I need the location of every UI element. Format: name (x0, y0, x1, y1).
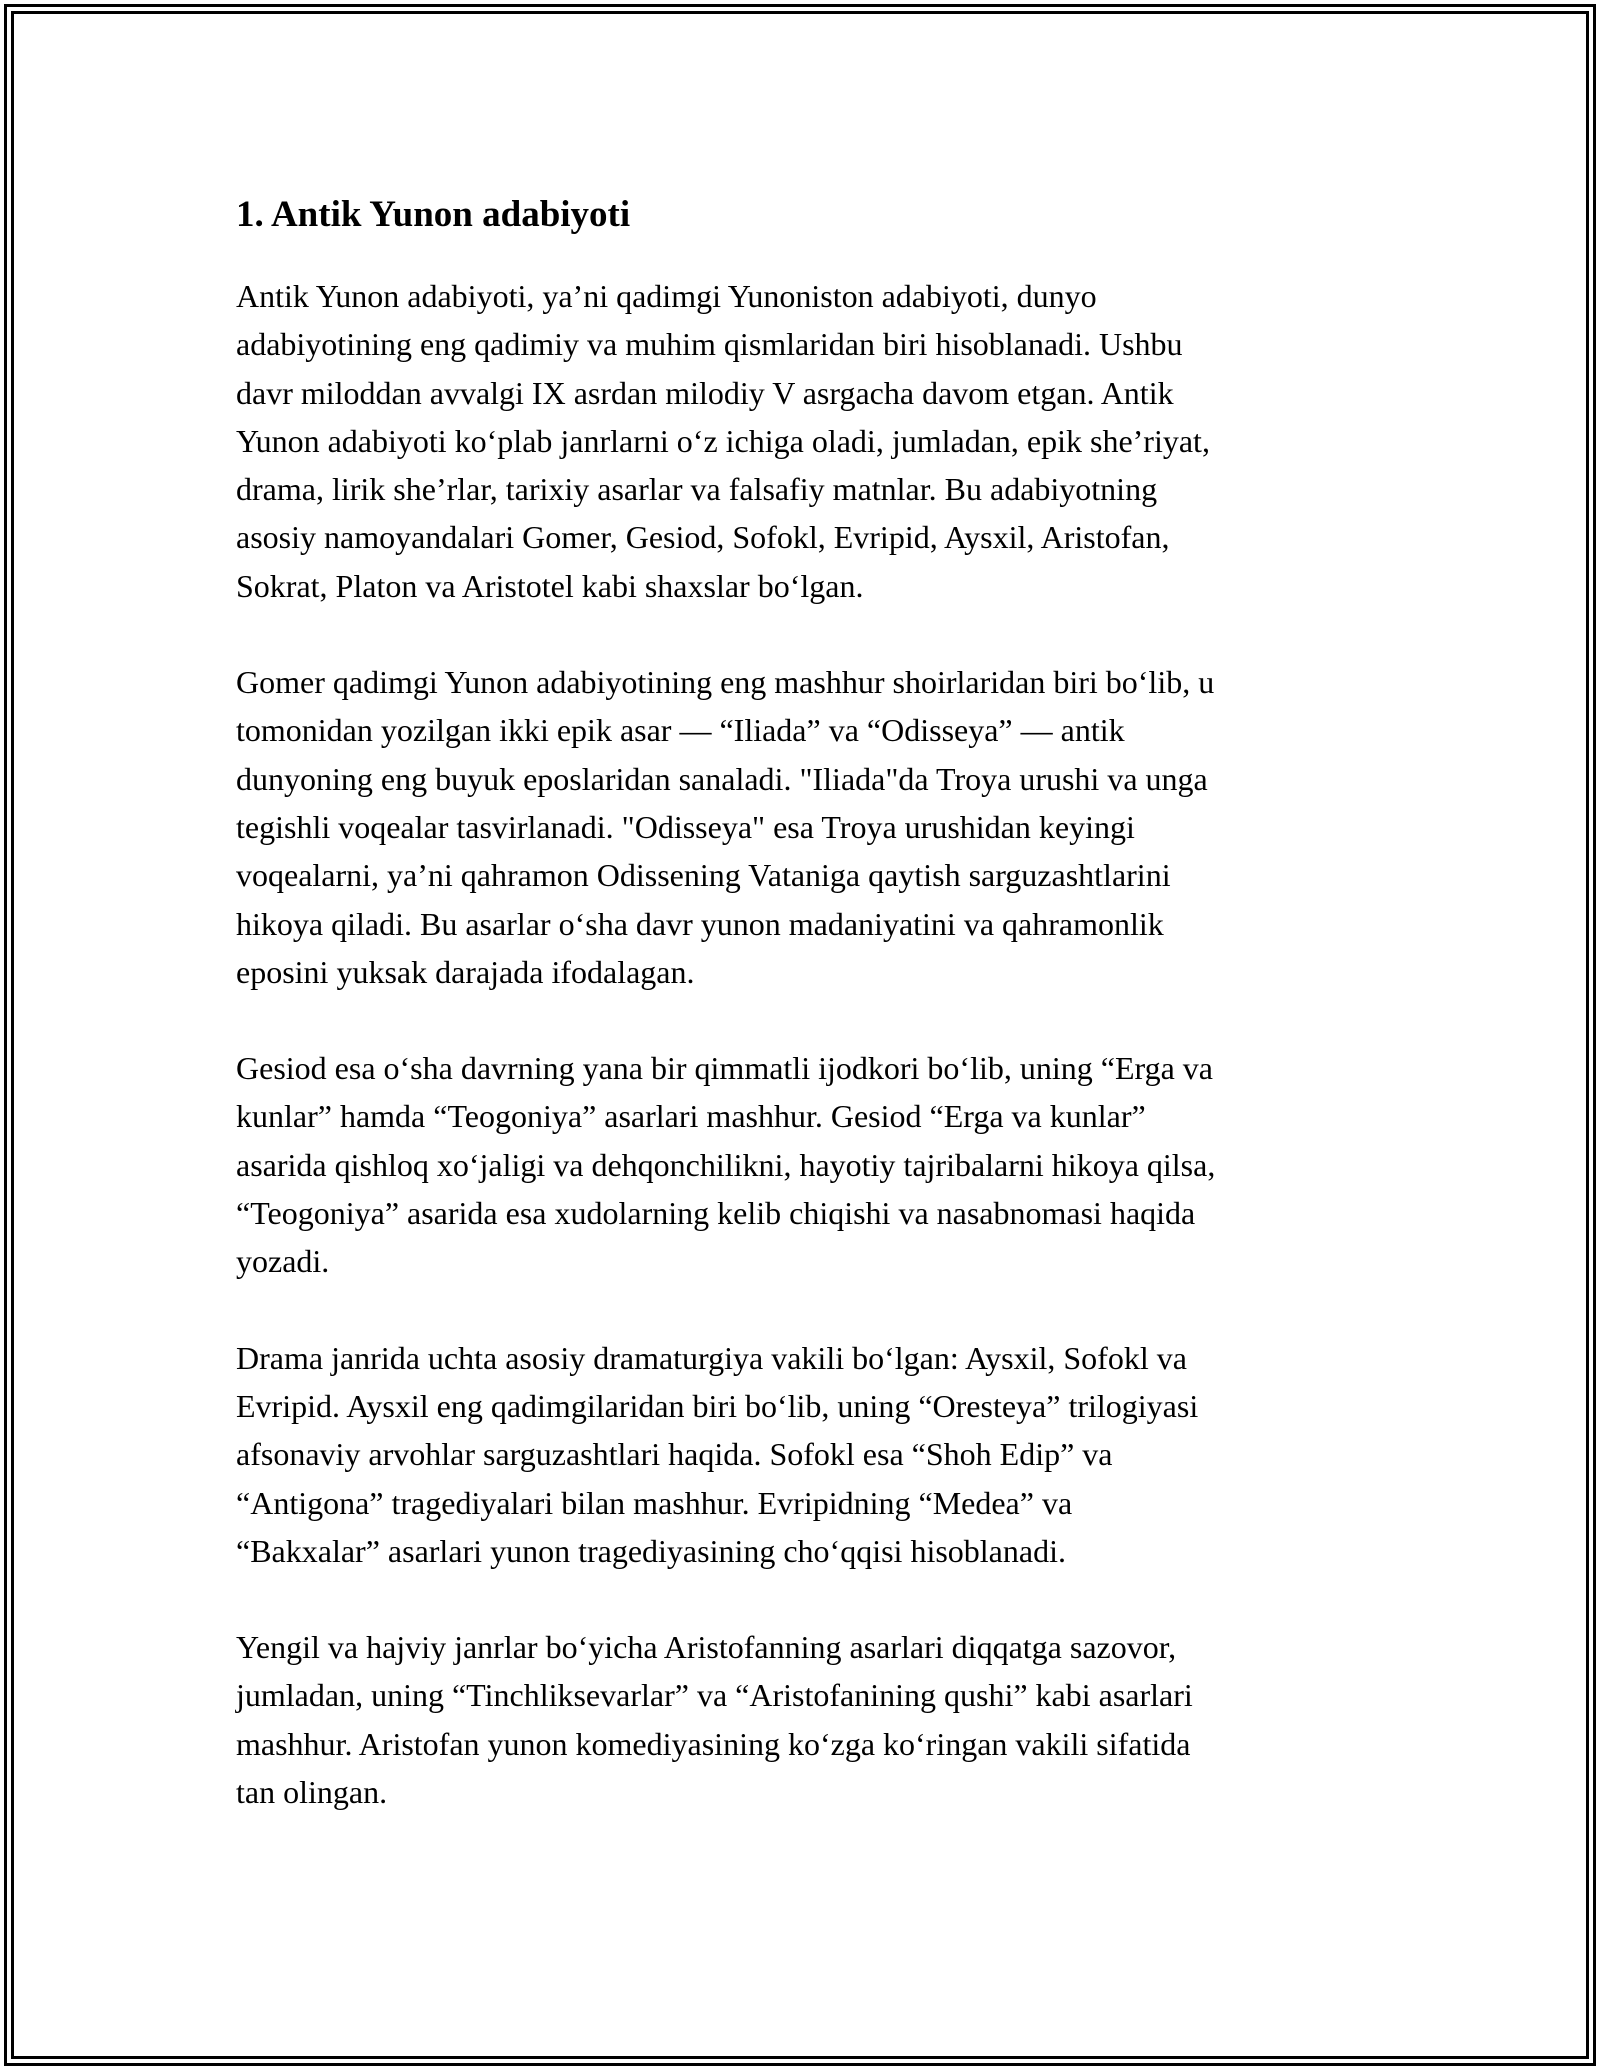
section-heading: 1. Antik Yunon adabiyoti (236, 194, 631, 235)
paragraph-gomer: Gomer qadimgi Yunon adabiyotining eng mashhur shoirlaridan biri bo‘lib, u tomonidan yozilgan ikki epik asar — “Iliada” va “Odisseya” — antik dunyoning eng buyuk eposlaridan sanaladi. "Iliada"da Troya urushi va unga tegishli voqealar tasvirlanadi. "Odisseya" esa Troya urushidan keyingi voqealarni, ya’ni qahramon Odissening Vataniga qaytish sarguzashtlarini hikoya qiladi. Bu asarlar o‘sha davr yunon madaniyatini va qahramonlik eposini yuksak darajada ifodalagan. (236, 664, 1215, 990)
paragraph-intro: Antik Yunon adabiyoti, ya’ni qadimgi Yunoniston adabiyoti, dunyo adabiyotining eng qadimiy va muhim qismlaridan biri hisoblanadi. Ushbu davr miloddan avvalgi IX asrdan milodiy V asrgacha davom etgan. Antik Yunon adabiyoti ko‘plab janrlarni o‘z ichiga oladi, jumladan, epik she’riyat, drama, lirik she’rlar, tarixiy asarlar va falsafiy matnlar. Bu adabiyotning asosiy namoyandalari Gomer, Gesiod, Sofokl, Evripid, Aysxil, Aristofan, Sokrat, Platon va Aristotel kabi shaxslar bo‘lgan. (236, 278, 1210, 604)
paragraph-aristofan: Yengil va hajviy janrlar bo‘yicha Aristofanning asarlari diqqatga sazovor, jumladan, uning “Tinchliksevarlar” va “Aristofanining qushi” kabi asarlari mashhur. Aristofan yunon komediyasining ko‘zga ko‘ringan vakili sifatida tan olingan. (236, 1629, 1193, 1811)
paragraph-gesiod: Gesiod esa o‘sha davrning yana bir qimmatli ijodkori bo‘lib, uning “Erga va kunlar” hamda “Teogoniya” asarlari mashhur. Gesiod “Erga va kunlar” asarida qishloq xo‘jaligi va dehqonchilikni, hayotiy tajribalarni hikoya qilsa, “Teogoniya” asarida esa xudolarning kelib chiqishi va nasabnomasi haqida yozadi. (236, 1050, 1216, 1280)
paragraph-drama: Drama janrida uchta asosiy dramaturgiya vakili bo‘lgan: Aysxil, Sofokl va Evripid. Aysxil eng qadimgilaridan biri bo‘lib, uning “Oresteya” trilogiyasi afsonaviy arvohlar sarguzashtlari haqida. Sofokl esa “Shoh Edip” va “Antigona” tragediyalari bilan mashhur. Evripidning “Medea” va “Bakxalar” asarlari yunon tragediyasining cho‘qqisi hisoblanadi. (236, 1339, 1199, 1569)
document-body (236, 186, 1366, 1864)
